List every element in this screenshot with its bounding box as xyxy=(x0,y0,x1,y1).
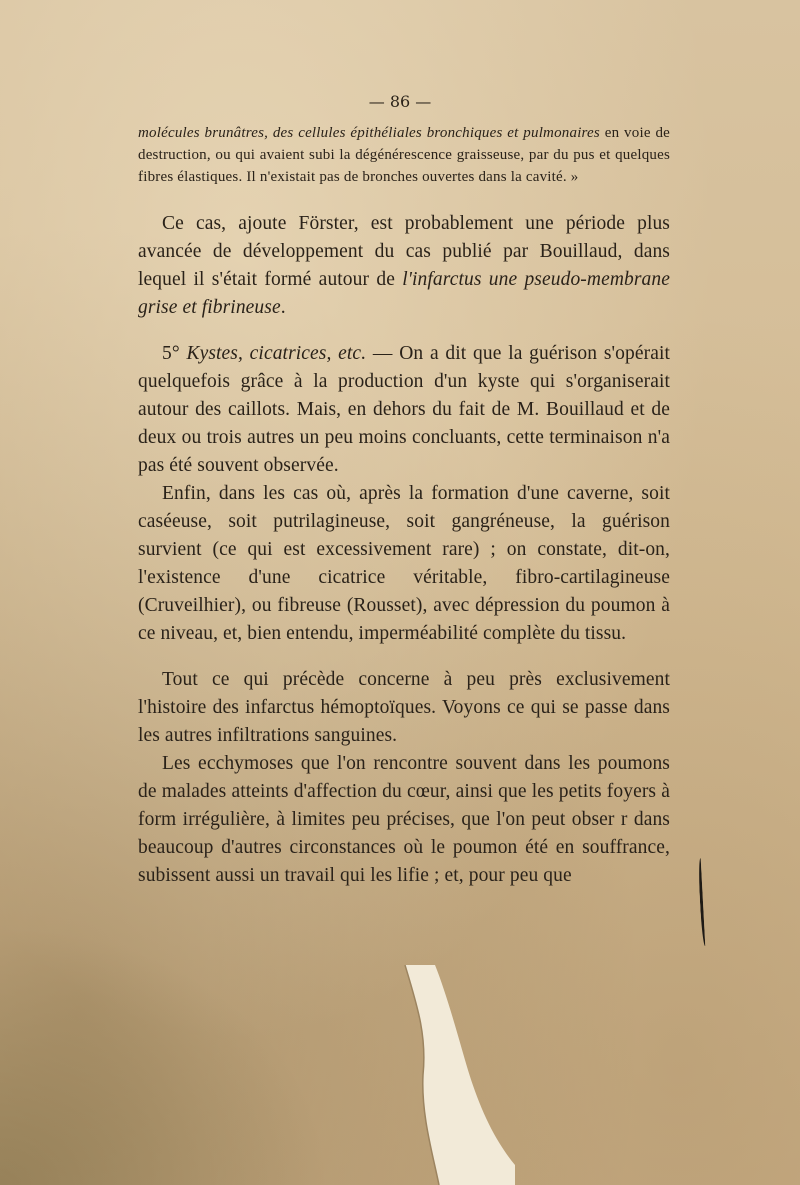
paragraph-tout: Tout ce qui précède concerne à peu près exclusivement l'histoire des infarctus hémoptoïques. Voyons ce qui se passe dans les autres infiltrations sanguines. xyxy=(138,669,670,746)
quote-rest: en voie de destruction, ou qui avaient subi la dégénérescence graisseuse, par du pus et quelques fibres élastiques. Il n'existait pas de bronches ouvertes dans la cavité. » xyxy=(138,125,671,185)
forster-text: Ce cas, ajoute Förster, est probablement une période plus avancée de développement du cas publié par Bouillaud, dans lequel il s'était formé autour de xyxy=(138,213,670,290)
body-text xyxy=(138,122,670,890)
forster-end: . xyxy=(280,297,286,318)
kystes-text: — On a dit que la guérison s'opérait quelquefois grâce à la production d'un kyste qui s'organiserait autour des caillots. Mais, en dehors du fait de M. Bouillaud et de deux ou trois autres un peu moins concluants, cette terminaison n'a pas été souvent observée. xyxy=(138,343,670,476)
section-title: Kystes, cicatrices, etc. xyxy=(186,343,367,364)
paragraph-enfin: Enfin, dans les cas où, après la formation d'une caverne, soit caséeuse, soit putrilagineuse, soit gangréneuse, la guérison survient (ce qui est excessivement rare) ; on constate, dit-on, l'existence d'une cicatrice véritable, fibro-cartilagineuse (Cruveilhier), ou fibreuse (Rousset), avec dépression du poumon à ce niveau, et, bien entendu, imperméabilité complète du tissu. xyxy=(138,483,670,644)
quote-italic: molécules brunâtres, des cellules épithéliales bronchiques et pulmonaires xyxy=(138,125,600,141)
section-number: 5° xyxy=(162,343,180,364)
paragraph-forster xyxy=(138,210,670,322)
forster-italic: l'infarctus une pseudo-membrane grise et fibrineuse xyxy=(138,269,670,318)
pencil-margin-mark xyxy=(698,858,710,946)
paper-tear xyxy=(395,965,515,1185)
page-stain xyxy=(0,925,330,1185)
quote-continuation xyxy=(138,122,670,188)
paragraph-kystes xyxy=(138,340,670,480)
paragraph-ecchymoses: Les ecchymoses que l'on rencontre souvent dans les poumons de malades atteints d'affection du cœur, ainsi que les petits foyers à form irrégulière, à limites peu précises, que l'on peut obser r dans beaucoup d'autres circonstances où le poumon été en souffrance, subissent aussi un travail qui les lifie ; et, pour peu que xyxy=(138,753,670,886)
page-number: — 86 — xyxy=(368,92,432,111)
